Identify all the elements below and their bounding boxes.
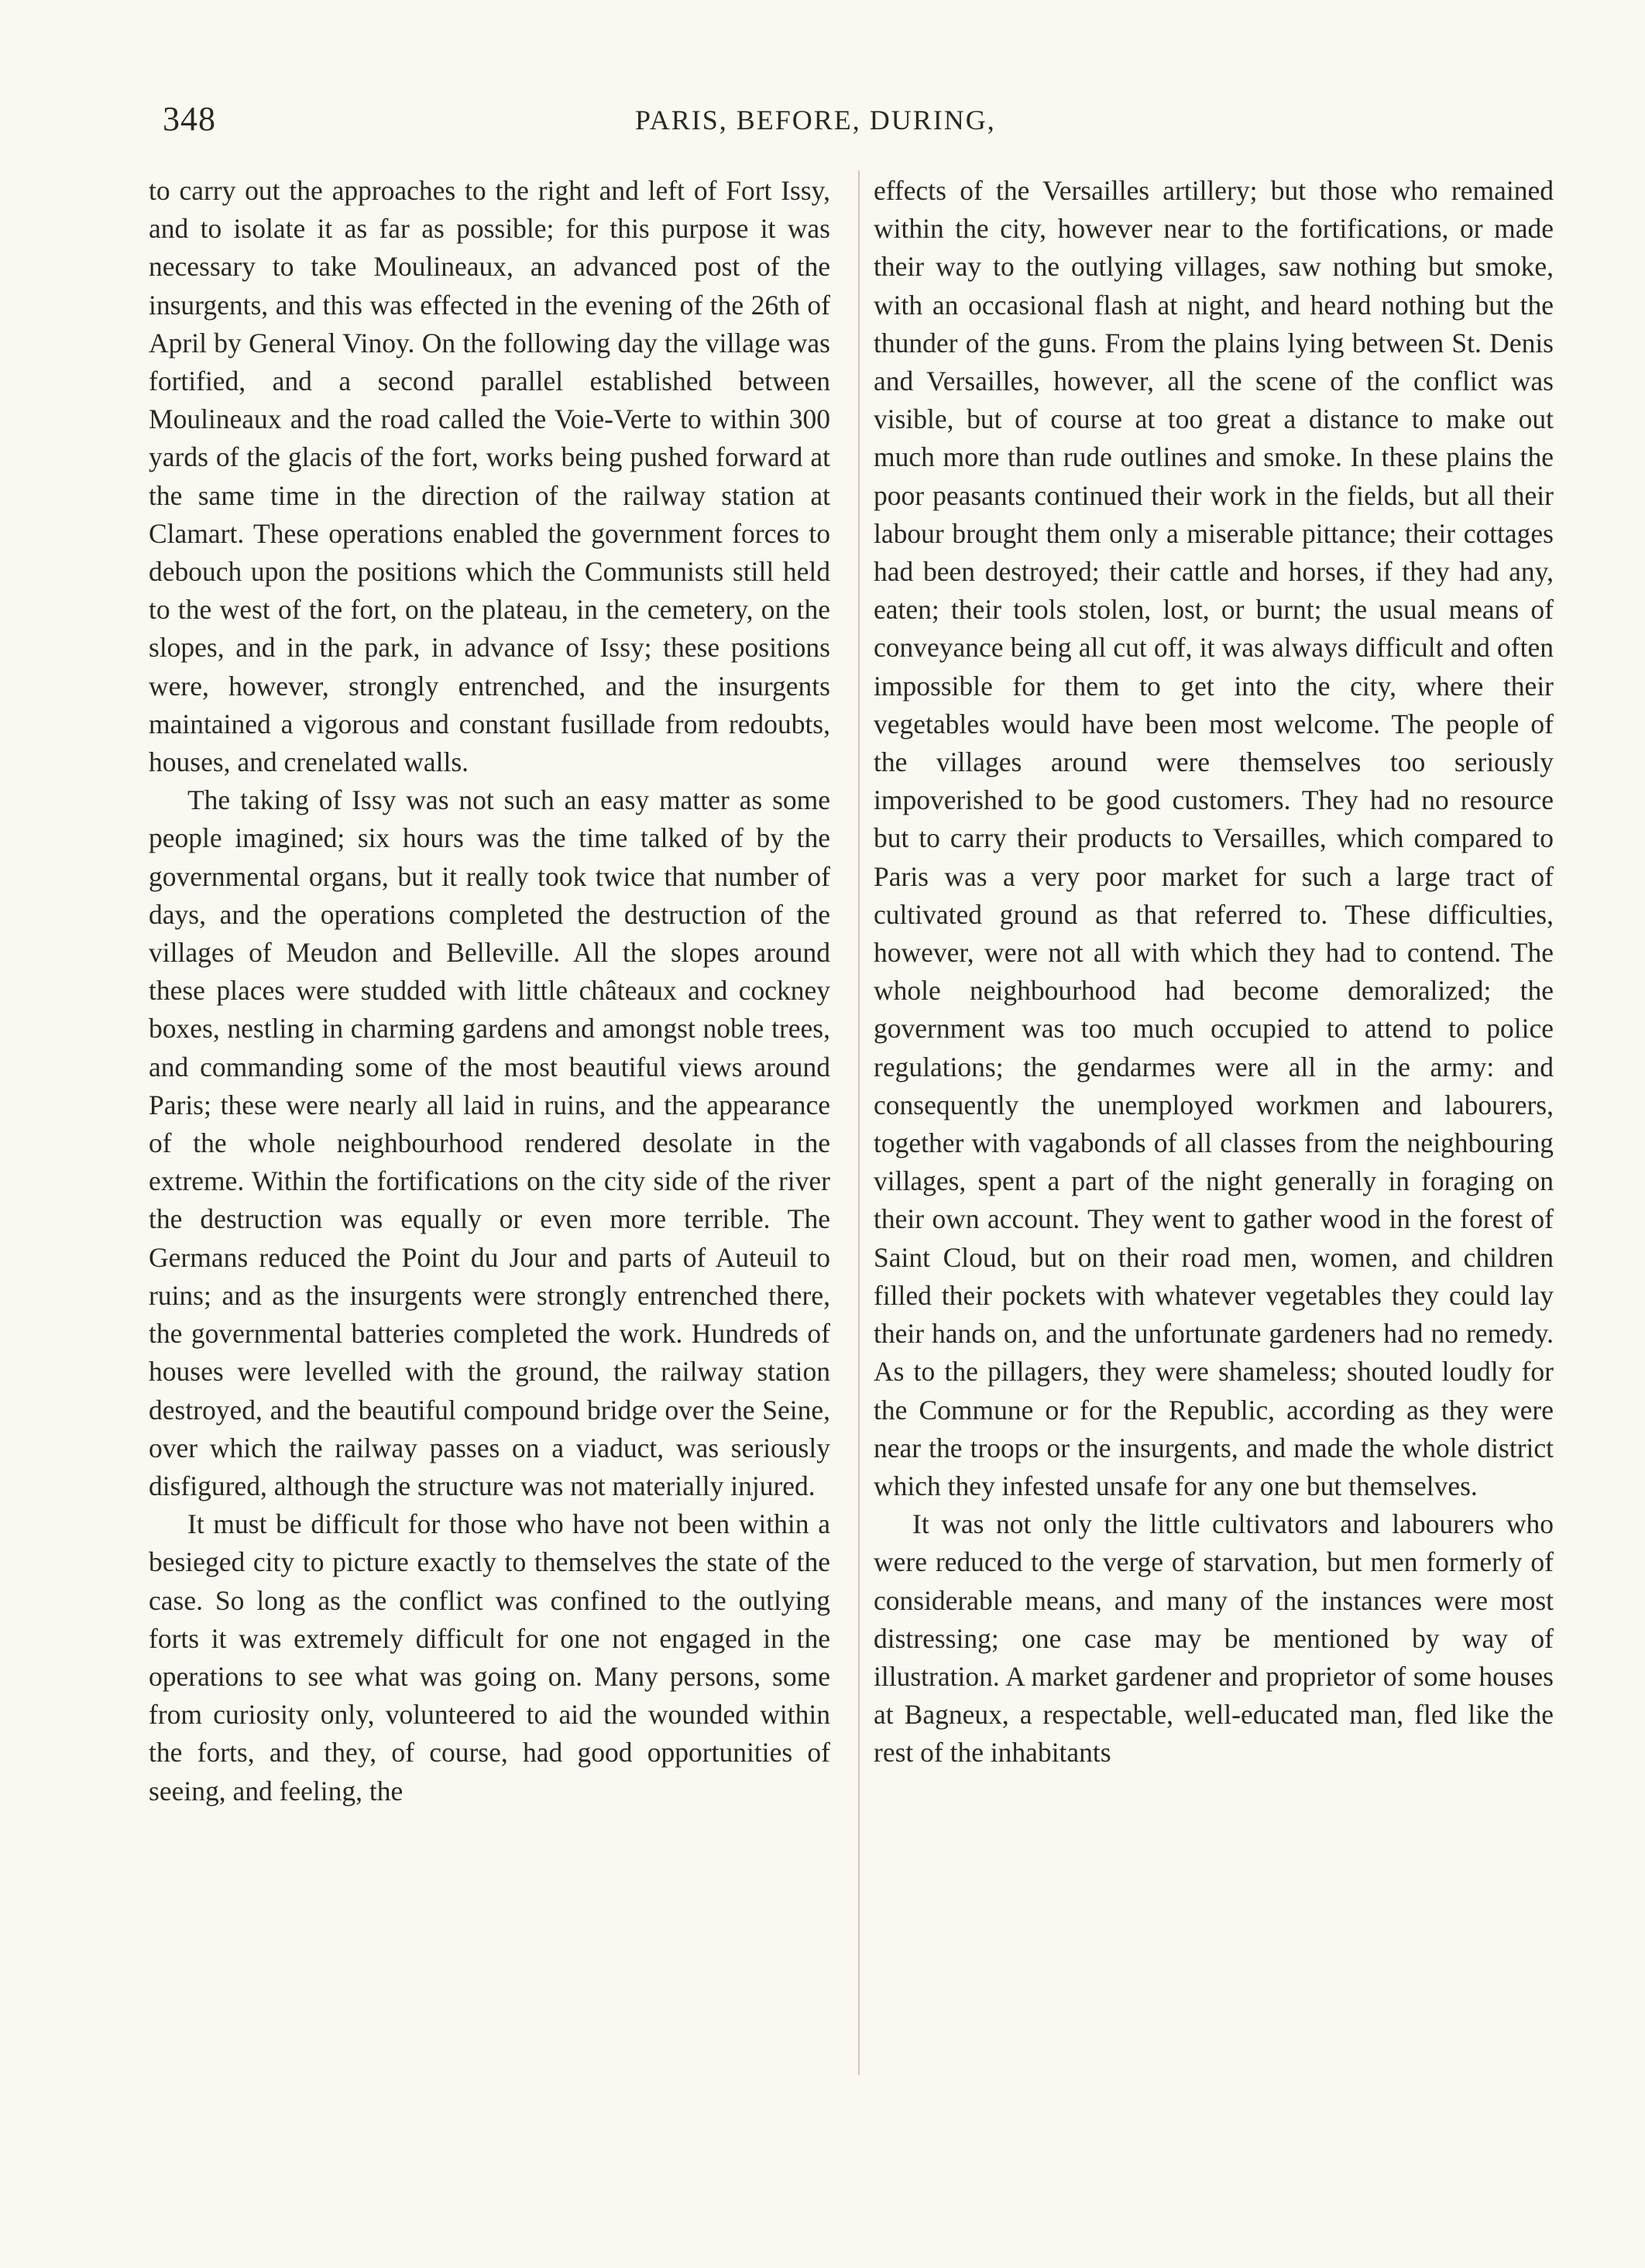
left-column bbox=[149, 172, 830, 1810]
column-divider bbox=[858, 170, 860, 2075]
running-title: PARIS, BEFORE, DURING, bbox=[635, 105, 996, 136]
paragraph: It was not only the little cultivators and labourers who were reduced to the verge of starvation, but men formerly of considerable means, and many of the instances were most distressing; one case may be mentioned by way of illustration. A market gardener and proprietor of some houses at Bagneux, a respectable, well-educated man, fled like the rest of the inhabitants bbox=[874, 1508, 1554, 1769]
page-header bbox=[0, 0, 1645, 155]
paragraph: The taking of Issy was not such an easy matter as some people imagined; six hours was the time talked of by the governmental organs, but it really took twice that number of days, and the operations completed the destruction of the villages of Meudon and Belleville. All the slopes around these places were studded with little châteaux and cockney boxes, nestling in charming gardens and amongst noble trees, and commanding some of the most beautiful views around Paris; these were nearly all laid in ruins, and the appearance of the whole neighbourhood rendered desolate in the extreme. Within the fortifications on the city side of the river the destruction was equally or even more terrible. The Germans reduced the Point du Jour and parts of Auteuil to ruins; and as the insurgents were strongly entrenched there, the governmental batteries completed the work. Hundreds of houses were levelled with the ground, the railway station destroyed, and the beautiful compound bridge over the Seine, over which the railway passes on a viaduct, was seriously disfigured, although the structure was not materially injured. bbox=[149, 784, 830, 1501]
right-column bbox=[874, 172, 1554, 1772]
page-number: 348 bbox=[163, 100, 216, 138]
paragraph: to carry out the approaches to the right and left of Fort Issy, and to isolate it as far as possible; for this purpose it was necessary to take Moulineaux, an advanced post of the insurgents, and this was effected in the evening of the 26th of April by General Vinoy. On the following day the village was fortified, and a second parallel established between Moulineaux and the road called the Voie-Verte to within 300 yards of the glacis of the fort, works being pushed forward at the same time in the direction of the railway station at Clamart. These operations enabled the government forces to debouch upon the positions which the Communists still held to the west of the fort, on the plateau, in the cemetery, on the slopes, and in the park, in advance of Issy; these positions were, however, strongly entrenched, and the insurgents maintained a vigorous and constant fusillade from redoubts, houses, and crenelated walls. bbox=[149, 175, 830, 778]
paragraph: effects of the Versailles artillery; but those who remained within the city, however near to the fortifications, or made their way to the outlying villages, saw nothing but smoke, with an occasional flash at night, and heard nothing but the thunder of the guns. From the plains lying between St. Denis and Versailles, however, all the scene of the conflict was visible, but of course at too great a distance to make out much more than rude outlines and smoke. In these plains the poor peasants continued their work in the fields, but all their labour brought them only a miserable pittance; their cottages had been destroyed; their cattle and horses, if they had any, eaten; their tools stolen, lost, or burnt; the usual means of conveyance being all cut off, it was always difficult and often impossible for them to get into the city, where their vegetables would have been most welcome. The people of the villages around were themselves too seriously impoverished to be good customers. They had no resource but to carry their products to Versailles, which compared to Paris was a very poor market for such a large tract of cultivated ground as that referred to. These difficulties, however, were not all with which they had to contend. The whole neighbourhood had become demoralized; the government was too much occupied to attend to police regulations; the gendarmes were all in the army: and consequently the unemployed workmen and labourers, together with vagabonds of all classes from the neighbouring villages, spent a part of the night generally in foraging on their own account. They went to gather wood in the forest of Saint Cloud, but on their road men, women, and children filled their pockets with whatever vegetables they could lay their hands on, and the unfortunate gardeners had no remedy. As to the pillagers, they were shameless; shouted loudly for the Commune or for the Republic, according as they were near the troops or the insurgents, and made the whole district which they infested unsafe for any one but themselves. bbox=[874, 175, 1554, 1501]
paragraph: It must be difficult for those who have not been within a besieged city to picture exactly to themselves the state of the case. So long as the conflict was confined to the outlying forts it was extremely difficult for one not engaged in the operations to see what was going on. Many persons, some from curiosity only, volunteered to aid the wounded within the forts, and they, of course, had good opportunities of seeing, and feeling, the bbox=[149, 1508, 830, 1807]
